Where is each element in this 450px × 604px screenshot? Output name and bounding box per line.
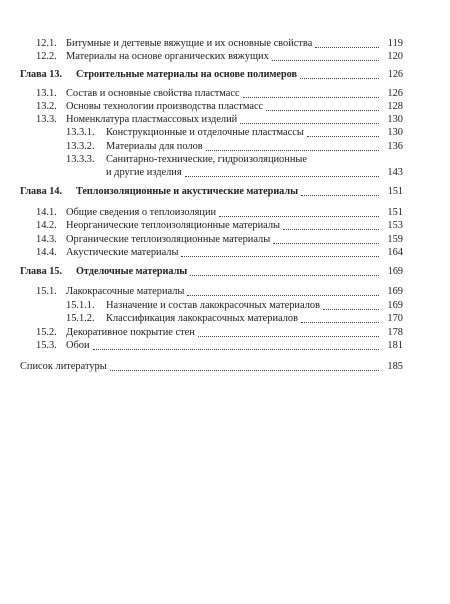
section-title: Обои (66, 340, 90, 351)
dot-leader (198, 336, 379, 337)
page-number: 130 (387, 127, 403, 138)
dot-leader (206, 150, 379, 151)
dot-leader (243, 97, 379, 98)
subsection-number: 13.3.2. (66, 141, 95, 152)
dot-leader (110, 370, 379, 371)
toc-entry (36, 38, 403, 50)
toc-entry (36, 220, 403, 232)
dot-leader (315, 47, 379, 48)
toc-entry (36, 51, 403, 63)
dot-leader (301, 322, 379, 323)
chapter-number: Глава 14. (20, 186, 63, 197)
toc-entry (36, 114, 403, 126)
dot-leader (181, 256, 379, 257)
toc-entry (36, 247, 403, 259)
toc-subsection-entry (66, 154, 403, 166)
toc-chapter-entry (20, 266, 403, 278)
chapter-title: Строительные материалы на основе полимеров (76, 69, 297, 80)
page-number: 126 (387, 88, 403, 99)
subsection-title: Классификация лакокрасочных материалов (106, 313, 299, 324)
page-number: 136 (387, 141, 403, 152)
page-number: 126 (387, 69, 403, 80)
toc-entry (36, 340, 403, 352)
page-number: 151 (387, 207, 403, 218)
section-title: Состав и основные свойства пластмасс (66, 88, 240, 99)
subsection-number: 13.3.3. (66, 154, 95, 165)
page-number: 151 (387, 186, 403, 197)
dot-leader (272, 60, 379, 61)
section-title: Неорганические теплоизоляционные материалы (66, 220, 281, 231)
section-number: 14.3. (36, 234, 57, 245)
toc-subsection-entry (66, 300, 403, 312)
section-number: 12.1. (36, 38, 57, 49)
toc-chapter-entry (20, 186, 403, 198)
section-number: 14.4. (36, 247, 57, 258)
subsection-number: 15.1.1. (66, 300, 95, 311)
chapter-number: Глава 13. (20, 69, 63, 80)
section-number: 14.1. (36, 207, 57, 218)
section-title: Материалы на основе органических вяжущих (66, 51, 269, 62)
section-title: Битумные и дегтевые вяжущие и их основные свойства (66, 38, 313, 49)
section-title: Органические теплоизоляционные материалы (66, 234, 271, 245)
toc-entry (36, 207, 403, 219)
dot-leader (323, 309, 379, 310)
page-number: 130 (387, 114, 403, 125)
toc-entry (36, 88, 403, 100)
dot-leader (240, 123, 379, 124)
subsection-title-continued: и другие изделия (106, 167, 182, 178)
dot-leader (283, 229, 379, 230)
dot-leader (219, 216, 379, 217)
page-number: 178 (387, 327, 403, 338)
page-number: 185 (387, 361, 403, 372)
dot-leader (266, 110, 379, 111)
subsection-number: 15.1.2. (66, 313, 95, 324)
subsection-title: Материалы для полов (106, 141, 203, 152)
toc-subsection-entry (66, 141, 403, 153)
page-number: 119 (387, 38, 403, 49)
page-number: 170 (387, 313, 403, 324)
dot-leader (300, 78, 379, 79)
section-number: 14.2. (36, 220, 57, 231)
toc-subsection-entry (66, 127, 403, 139)
chapter-number: Глава 15. (20, 266, 63, 277)
chapter-title: Отделочные материалы (76, 266, 188, 277)
section-title: Лакокрасочные материалы (66, 286, 185, 297)
section-number: 13.2. (36, 101, 57, 112)
page-number: 128 (387, 101, 403, 112)
dot-leader (301, 195, 379, 196)
section-title: Номенклатура пластмассовых изделий (66, 114, 238, 125)
dot-leader (185, 176, 379, 177)
section-number: 15.2. (36, 327, 57, 338)
dot-leader (307, 136, 379, 137)
toc-bibliography-entry (20, 361, 403, 373)
dot-leader (273, 243, 379, 244)
chapter-title: Теплоизоляционные и акустические материалы (76, 186, 299, 197)
subsection-title: Назначение и состав лакокрасочных материалов (106, 300, 320, 311)
subsection-title: Санитарно-технические, гидроизоляционные (106, 154, 307, 165)
toc-subsection-continuation (106, 167, 403, 179)
page-number: 120 (387, 51, 403, 62)
toc-subsection-entry (66, 313, 403, 325)
dot-leader (93, 349, 379, 350)
page-number: 153 (387, 220, 403, 231)
toc-entry (36, 101, 403, 113)
dot-leader (187, 295, 379, 296)
page-number: 159 (387, 234, 403, 245)
page-number: 169 (387, 300, 403, 311)
page-number: 169 (387, 286, 403, 297)
bibliography-title: Список литературы (20, 361, 107, 372)
section-title: Акустические материалы (66, 247, 179, 258)
section-title: Декоративное покрытие стен (66, 327, 195, 338)
section-number: 13.1. (36, 88, 57, 99)
toc-entry (36, 234, 403, 246)
toc-chapter-entry (20, 69, 403, 81)
dot-leader (190, 275, 379, 276)
page-number: 164 (387, 247, 403, 258)
section-number: 12.2. (36, 51, 57, 62)
section-number: 13.3. (36, 114, 57, 125)
page-number: 181 (387, 340, 403, 351)
page-number: 169 (387, 266, 403, 277)
page-number: 143 (387, 167, 403, 178)
section-title: Основы технологии производства пластмасс (66, 101, 264, 112)
section-title: Общие сведения о теплоизоляции (66, 207, 217, 218)
subsection-number: 13.3.1. (66, 127, 95, 138)
toc-entry (36, 327, 403, 339)
toc-entry (36, 286, 403, 298)
section-number: 15.1. (36, 286, 57, 297)
subsection-title: Конструкционные и отделочные пластмассы (106, 127, 304, 138)
section-number: 15.3. (36, 340, 57, 351)
